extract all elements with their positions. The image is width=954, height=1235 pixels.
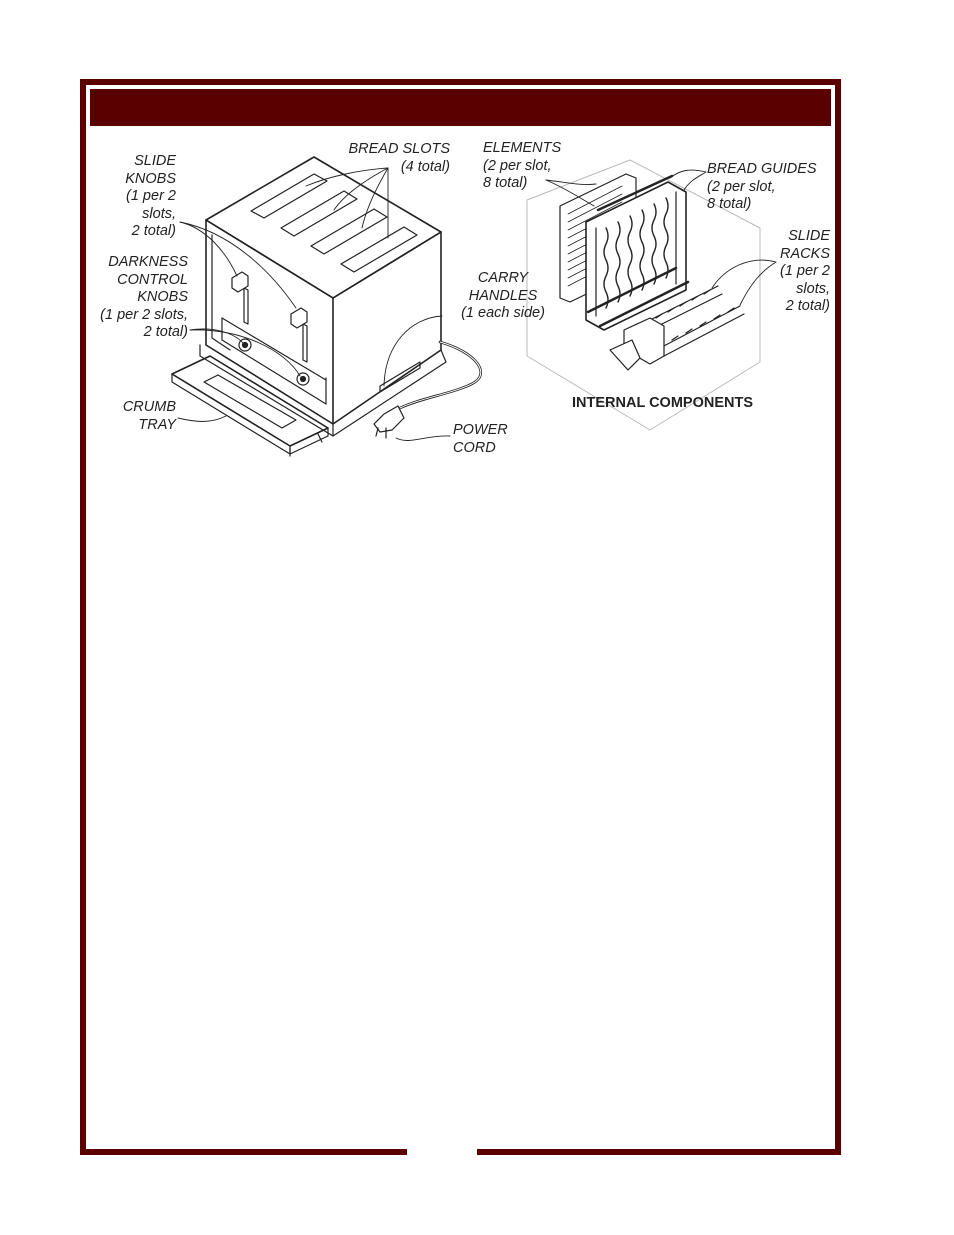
crumb-tray-drawing <box>172 356 328 454</box>
crumb-tray-label: CRUMB TRAY <box>122 399 176 433</box>
darkness-control-knobs-label: DARKNESS CONTROL KNOBS (1 per 2 slots, 2 total) <box>100 254 188 340</box>
bread-guides-label: BREAD GUIDES (2 per slot, 8 total) <box>707 161 817 212</box>
slide-knobs-label: SLIDE KNOBS (1 per 2 slots, 2 total) <box>125 153 176 239</box>
bread-slots-label: BREAD SLOTS (4 total) <box>348 141 450 175</box>
bread-slots-drawing <box>251 174 417 272</box>
slide-racks-label: SLIDE RACKS (1 per 2 slots, 2 total) <box>780 228 830 314</box>
carry-handles-label: CARRY HANDLES (1 each side) <box>461 270 545 321</box>
power-cord-label: POWER CORD <box>453 422 508 456</box>
toaster-drawing <box>172 157 481 456</box>
internal-components-caption: INTERNAL COMPONENTS <box>572 395 753 411</box>
elements-label: ELEMENTS (2 per slot, 8 total) <box>483 140 562 191</box>
